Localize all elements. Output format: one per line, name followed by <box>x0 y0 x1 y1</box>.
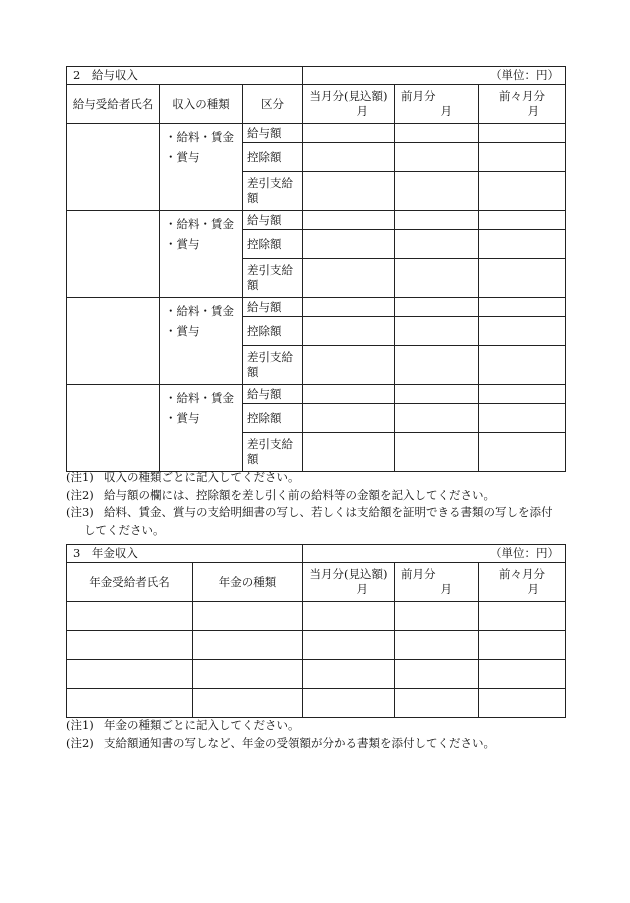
income-type-bonus: ・賞与 <box>165 237 200 251</box>
amount-cell-before-previous[interactable] <box>479 631 566 660</box>
pension-section-title: 3 年金収入 <box>67 545 303 563</box>
pension-row <box>67 602 566 631</box>
salary-header-category: 区分 <box>243 85 303 124</box>
pension-recipient-name-cell[interactable] <box>67 602 193 631</box>
amount-cell-previous[interactable] <box>395 259 479 298</box>
amount-cell-current[interactable] <box>303 346 395 385</box>
category-gross-salary: 給与額 <box>243 211 303 230</box>
amount-cell-current[interactable] <box>303 124 395 143</box>
amount-cell-before-previous[interactable] <box>479 602 566 631</box>
amount-cell-current[interactable] <box>303 298 395 317</box>
amount-cell-current[interactable] <box>303 259 395 298</box>
amount-cell-before-previous[interactable] <box>479 298 566 317</box>
category-net-payment: 差引支給額 <box>243 433 303 472</box>
pension-unit-label: （単位：円） <box>303 545 566 563</box>
salary-income-type-cell <box>160 385 243 472</box>
amount-cell-previous[interactable] <box>395 124 479 143</box>
salary-note-2 <box>66 487 565 505</box>
amount-cell-current[interactable] <box>303 230 395 259</box>
amount-cell-previous[interactable] <box>395 385 479 404</box>
income-type-salary-wage: ・給料・賃金 <box>165 130 234 144</box>
pension-note-2 <box>66 735 565 753</box>
amount-cell-current[interactable] <box>303 689 395 718</box>
salary-header-name: 給与受給者氏名 <box>67 85 160 124</box>
note-label: (注2) <box>66 735 94 750</box>
amount-cell-current[interactable] <box>303 172 395 211</box>
amount-cell-current[interactable] <box>303 433 395 472</box>
amount-cell-previous[interactable] <box>395 230 479 259</box>
pension-row <box>67 660 566 689</box>
income-type-bonus: ・賞与 <box>165 411 200 425</box>
amount-cell-before-previous[interactable] <box>479 317 566 346</box>
amount-cell-current[interactable] <box>303 385 395 404</box>
salary-header-income-type: 収入の種類 <box>160 85 243 124</box>
amount-cell-previous[interactable] <box>395 143 479 172</box>
note-text: 給与額の欄には、控除額を差し引く前の給料等の金額を記入してください。 <box>104 487 495 502</box>
salary-recipient-name-cell[interactable] <box>67 124 160 211</box>
amount-cell-before-previous[interactable] <box>479 660 566 689</box>
amount-cell-before-previous[interactable] <box>479 230 566 259</box>
category-net-payment: 差引支給額 <box>243 172 303 211</box>
income-type-bonus: ・賞与 <box>165 150 200 164</box>
pension-header-current <box>303 563 395 602</box>
amount-cell-current[interactable] <box>303 631 395 660</box>
amount-cell-current[interactable] <box>303 317 395 346</box>
amount-cell-before-previous[interactable] <box>479 346 566 385</box>
salary-recipient-name-cell[interactable] <box>67 385 160 472</box>
amount-cell-previous[interactable] <box>395 631 479 660</box>
category-net-payment: 差引支給額 <box>243 346 303 385</box>
amount-cell-before-previous[interactable] <box>479 172 566 211</box>
pension-header-previous-label: 前月分 <box>401 567 436 581</box>
amount-cell-before-previous[interactable] <box>479 211 566 230</box>
amount-cell-previous[interactable] <box>395 317 479 346</box>
pension-row <box>67 689 566 718</box>
amount-cell-previous[interactable] <box>395 433 479 472</box>
note-text: 収入の種類ごとに記入してください。 <box>104 470 300 484</box>
note-text: 支給額通知書の写しなど、年金の受領額が分かる書類を添付してください。 <box>104 735 495 750</box>
note-label: (注2) <box>66 487 94 502</box>
salary-header-before-previous <box>479 85 566 124</box>
category-deduction: 控除額 <box>243 230 303 259</box>
income-type-salary-wage: ・給料・賃金 <box>165 217 234 231</box>
pension-type-cell[interactable] <box>193 631 303 660</box>
salary-note-3 <box>66 504 565 522</box>
amount-cell-previous[interactable] <box>395 346 479 385</box>
amount-cell-before-previous[interactable] <box>479 385 566 404</box>
category-deduction: 控除額 <box>243 143 303 172</box>
amount-cell-current[interactable] <box>303 602 395 631</box>
amount-cell-current[interactable] <box>303 143 395 172</box>
salary-note-1 <box>66 469 565 487</box>
pension-note-1 <box>66 717 565 735</box>
pension-type-cell[interactable] <box>193 689 303 718</box>
category-gross-salary: 給与額 <box>243 124 303 143</box>
amount-cell-current[interactable] <box>303 660 395 689</box>
salary-header-current <box>303 85 395 124</box>
pension-recipient-name-cell[interactable] <box>67 689 193 718</box>
amount-cell-previous[interactable] <box>395 660 479 689</box>
salary-unit-label: （単位：円） <box>303 67 566 85</box>
salary-recipient-name-cell[interactable] <box>67 298 160 385</box>
amount-cell-before-previous[interactable] <box>479 689 566 718</box>
note-text: 年金の種類ごとに記入してください。 <box>104 718 300 732</box>
pension-header-name: 年金受給者氏名 <box>67 563 193 602</box>
note-label: (注1) <box>66 718 94 732</box>
income-type-salary-wage: ・給料・賃金 <box>165 304 234 318</box>
amount-cell-current[interactable] <box>303 211 395 230</box>
category-net-payment: 差引支給額 <box>243 259 303 298</box>
amount-cell-before-previous[interactable] <box>479 433 566 472</box>
salary-notes <box>66 469 565 539</box>
pension-row <box>67 631 566 660</box>
pension-header-before-previous-month: 月 <box>527 582 540 596</box>
salary-header-before-previous-label: 前々月分 <box>499 89 546 103</box>
pension-recipient-name-cell[interactable] <box>67 660 193 689</box>
amount-cell-previous[interactable] <box>395 404 479 433</box>
pension-header-current-month: 月 <box>356 582 369 596</box>
salary-section-title: 2 給与収入 <box>67 67 303 85</box>
pension-type-cell[interactable] <box>193 660 303 689</box>
salary-recipient-name-cell[interactable] <box>67 211 160 298</box>
category-gross-salary: 給与額 <box>243 298 303 317</box>
pension-header-previous-month: 月 <box>440 582 453 596</box>
salary-header-current-label: 当月分(見込額) <box>309 89 388 103</box>
amount-cell-previous[interactable] <box>395 298 479 317</box>
pension-header-before-previous-label: 前々月分 <box>499 567 546 581</box>
category-deduction: 控除額 <box>243 404 303 433</box>
salary-income-table <box>66 66 566 472</box>
salary-header-current-month: 月 <box>356 104 369 118</box>
salary-header-before-previous-month: 月 <box>527 104 540 118</box>
income-type-bonus: ・賞与 <box>165 324 200 338</box>
salary-header-previous <box>395 85 479 124</box>
note-text: 給料、賃金、賞与の支給明細書の写し、若しくは支給額を証明できる書類の写しを添付 <box>104 505 553 519</box>
amount-cell-before-previous[interactable] <box>479 404 566 433</box>
pension-header-previous <box>395 563 479 602</box>
salary-note-3-continuation: してください。 <box>84 522 165 537</box>
pension-type-cell[interactable] <box>193 602 303 631</box>
salary-header-previous-label: 前月分 <box>401 89 436 103</box>
amount-cell-before-previous[interactable] <box>479 259 566 298</box>
pension-income-table <box>66 544 566 718</box>
category-gross-salary: 給与額 <box>243 385 303 404</box>
amount-cell-previous[interactable] <box>395 602 479 631</box>
amount-cell-current[interactable] <box>303 404 395 433</box>
note-label: (注3) <box>66 505 94 519</box>
pension-header-before-previous <box>479 563 566 602</box>
income-type-salary-wage: ・給料・賃金 <box>165 391 234 405</box>
category-deduction: 控除額 <box>243 317 303 346</box>
amount-cell-previous[interactable] <box>395 689 479 718</box>
pension-recipient-name-cell[interactable] <box>67 631 193 660</box>
salary-income-type-cell <box>160 124 243 211</box>
salary-income-type-cell <box>160 298 243 385</box>
pension-header-type: 年金の種類 <box>193 563 303 602</box>
amount-cell-before-previous[interactable] <box>479 143 566 172</box>
pension-header-current-label: 当月分(見込額) <box>309 567 388 581</box>
salary-header-previous-month: 月 <box>440 104 453 118</box>
note-label: (注1) <box>66 470 94 484</box>
amount-cell-previous[interactable] <box>395 211 479 230</box>
salary-income-type-cell <box>160 211 243 298</box>
amount-cell-before-previous[interactable] <box>479 124 566 143</box>
pension-notes <box>66 717 565 752</box>
amount-cell-previous[interactable] <box>395 172 479 211</box>
